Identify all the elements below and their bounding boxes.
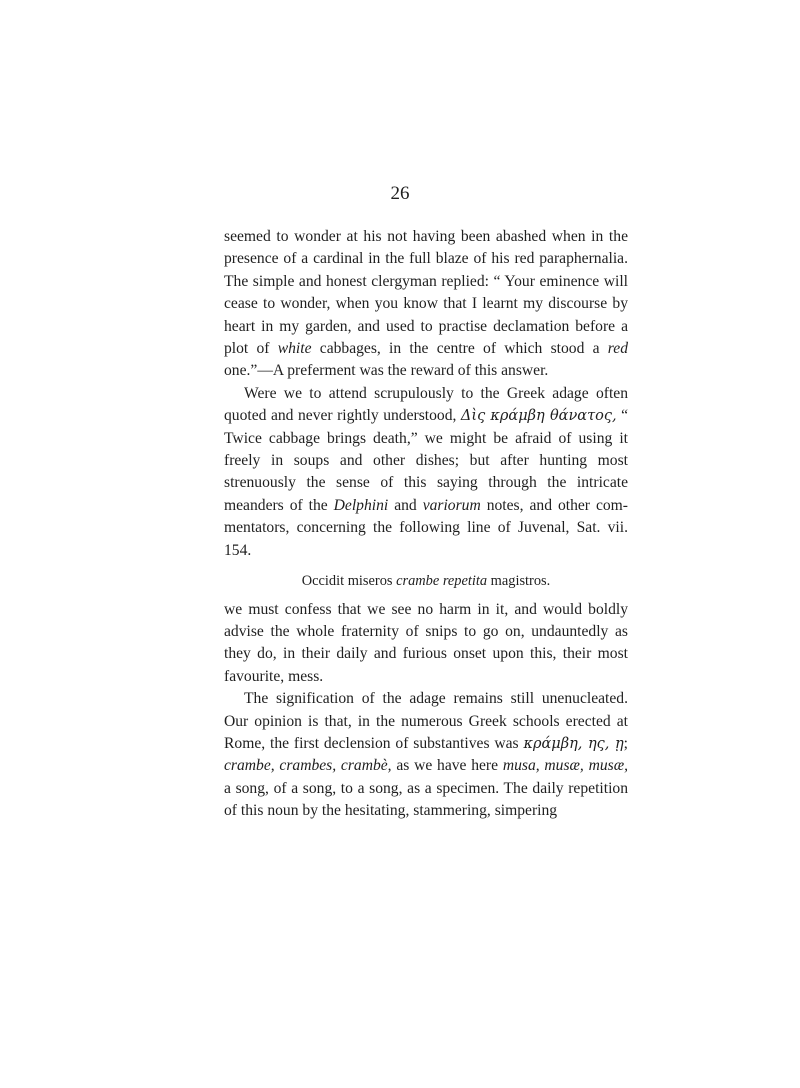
italic-musa: musa, musæ, musæ,	[502, 757, 628, 775]
paragraph-1-text-c: one.”—A preferment was the reward of this answer.	[224, 362, 549, 380]
paragraph-4-text-b: ;	[623, 734, 628, 752]
paragraph-2-text-b: “ Twice cabbage brings death,” we might be afraid of using it freely in soups and other dishes; but after hunting most strenuously the sense of this saying through the intricate meanders of the	[224, 407, 628, 514]
juvenal-quote	[224, 570, 628, 592]
paragraph-3: we must confess that we see no harm in it, and would boldly advise the whole fraternity of snips to go on, undauntedly as they do, in their daily and furious onset upon this, their most favourite, mess.	[224, 600, 628, 685]
quote-text-a: Occidit miseros	[301, 573, 397, 590]
italic-delphini: Delphini	[333, 496, 389, 514]
page-number: 26	[390, 183, 410, 204]
body-text	[224, 226, 628, 823]
paragraph-4-text-d: a song, of a song, to a song, as a specimen. The daily repetition of this noun by the hesitating, stammering, simpering	[224, 779, 628, 820]
italic-white: white	[277, 340, 312, 358]
italic-red: red	[607, 340, 628, 358]
quote-text-b: magistros.	[487, 573, 551, 590]
paragraph-2-text-c: and	[388, 496, 423, 514]
paragraph-1-text-b: cabbages, in the centre of which stood a	[311, 340, 608, 358]
paragraph-2-text-d: notes, and other commentators, concerning the following line of Juvenal, Sat. vii. 154.	[224, 496, 628, 559]
paragraph-2	[224, 383, 628, 562]
paragraph-4-text-a: The signification of the adage remains still unenucleated. Our opinion is that, in the numerous Greek schools erected at Rome, the first declension of substantives was	[224, 690, 628, 752]
paragraph-1-text-a: seemed to wonder at his not having been abashed when in the presence of a cardinal in the full blaze of his red paraphernalia. The simple and honest clergyman replied: “ Your eminence will cease to wonder, when you know that I learnt my discourse by heart in my garden, and used to practise declamation before a plot of	[224, 228, 628, 358]
paragraph-2-text-a: Were we to attend scrupulously to the Greek adage often quoted and never rightly understood,	[224, 384, 628, 425]
italic-crambe: crambe, crambes, crambè,	[224, 757, 392, 775]
paragraph-1	[224, 226, 628, 383]
quote-italic: crambe repetita	[396, 573, 488, 590]
italic-variorum: variorum	[422, 496, 481, 514]
greek-adage: Δὶς κράμβη θάνατος,	[460, 408, 617, 425]
paragraph-4	[224, 688, 628, 822]
paragraph-4-text-c: as we have here	[391, 757, 503, 775]
greek-declension: κράμβη, ης, ῃ	[523, 735, 624, 752]
